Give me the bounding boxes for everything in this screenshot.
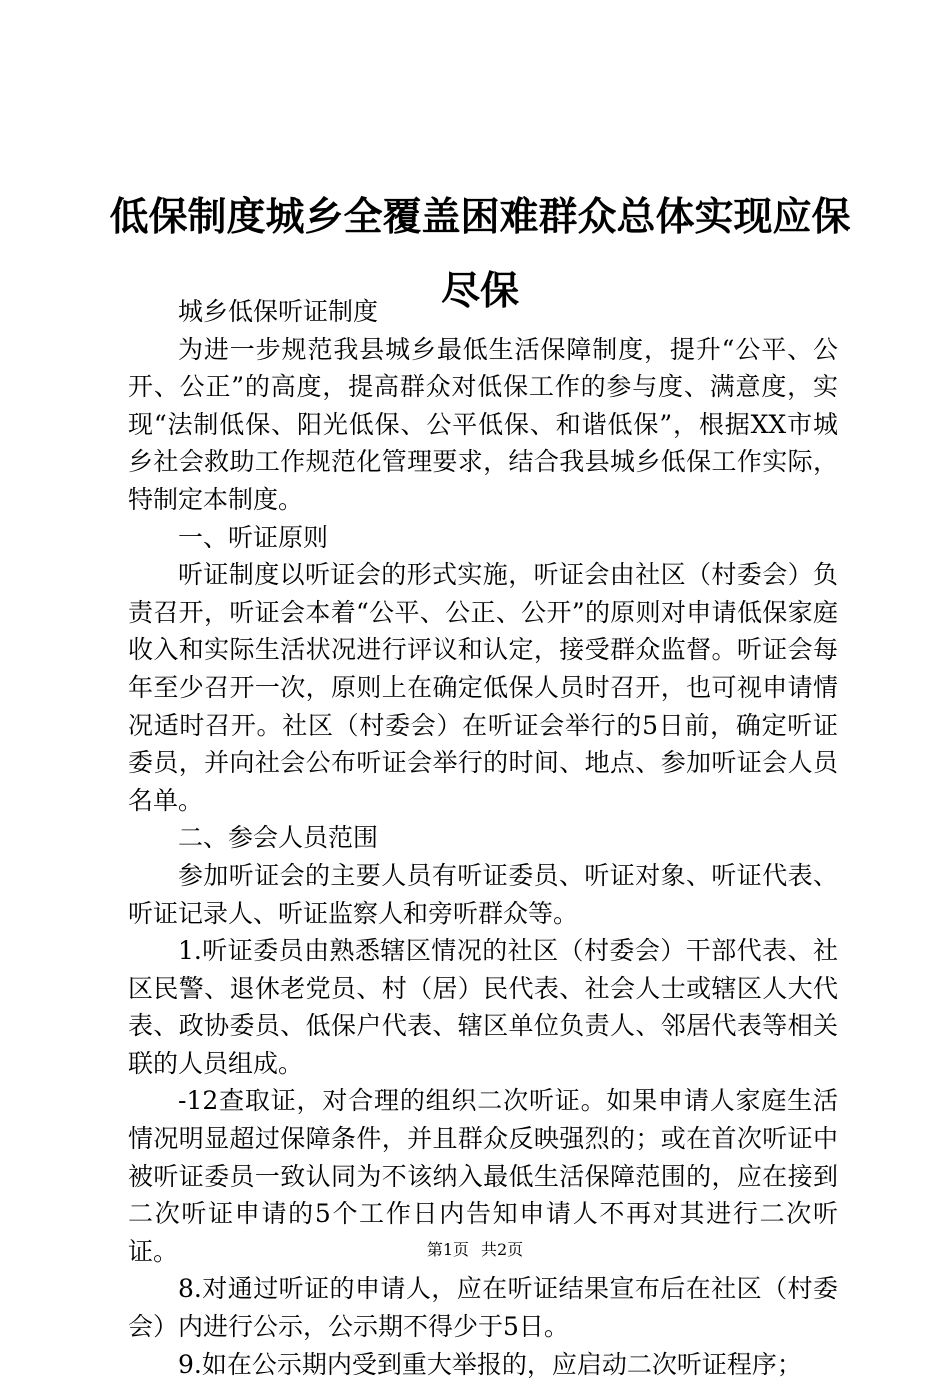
document-body (128, 293, 838, 1383)
document-title: 低保制度城乡全覆盖困难群众总体实现应保尽保 (109, 194, 851, 314)
section-heading: 一、听证原则 (178, 522, 329, 552)
page-footer (0, 1238, 950, 1262)
paragraph: 8.对通过听证的申请人，应在听证结果宣布后在社区（村委会）内进行公示，公示期不得少于5日。 (128, 1274, 838, 1342)
section-heading: 二、参会人员范围 (178, 823, 379, 853)
paragraph: 听证制度以听证会的形式实施，听证会由社区（村委会）负责召开，听证会本着“公平、公正、公开”的原则对申请低保家庭收入和实际生活状况进行评议和认定，接受群众监督。听证会每年至少召开一次，原则上在确定低保人员时召开，也可视申请情况适时召开。社区（村委会）在听证会举行的5日前，确定听证委员，并向社会公布听证会举行的时间、地点、参加听证会人员名单。 (128, 560, 838, 815)
paragraph: 1.听证委员由熟悉辖区情况的社区（村委会）干部代表、社区民警、退休老党员、村（居）民代表、社会人士或辖区人大代表、政协委员、低保户代表、辖区单位负责人、邻居代表等相关联的人员组成。 (128, 936, 838, 1078)
paragraph: 9.如在公示期内受到重大举报的，应启动二次听证程序； (178, 1349, 802, 1379)
page-number: 第1页 (426, 1240, 469, 1259)
section-heading: 城乡低保听证制度 (178, 297, 379, 326)
paragraph: 参加听证会的主要人员有听证委员、听证对象、听证代表、听证记录人、听证监察人和旁听群众等。 (128, 860, 838, 928)
paragraph: -12查取证，对合理的组织二次听证。如果申请人家庭生活情况明显超过保障条件，并且群众反映强烈的；或在首次听证中被听证委员一致认同为不该纳入最低生活保障范围的，应在接到二次听证申请的5个工作日内告知申请人不再对其进行二次听证。 (128, 1086, 838, 1266)
page-total: 共2页 (481, 1240, 524, 1259)
paragraph: 为进一步规范我县城乡最低生活保障制度，提升“公平、公开、公正”的高度，提高群众对低保工作的参与度、满意度，实现“法制低保、阳光低保、公平低保、和谐低保”，根据XX市城乡社会救助工作规范化管理要求，结合我县城乡低保工作实际，特制定本制度。 (128, 334, 838, 514)
